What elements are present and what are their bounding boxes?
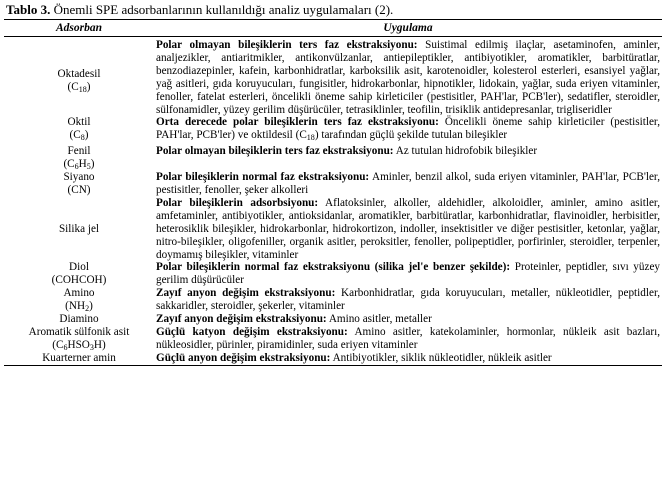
application-desc: Amino asitler, metaller: [328, 313, 432, 326]
adsorbent-formula: $(NH_2)$: [65, 300, 93, 314]
adsorbent-cell: [4, 37, 154, 117]
application-cell: [154, 197, 662, 262]
adsorbent-formula: $(C_8)$: [69, 129, 89, 143]
caption-text: Önemli SPE adsorbanlarının kullanıldığı analiz uygulamaları (2).: [53, 2, 394, 17]
adsorbent-name: Siyano: [63, 171, 95, 184]
application-title: Zayıf anyon değişim ekstraksiyonu:: [156, 313, 327, 326]
adsorbent-name: Amino: [63, 287, 95, 300]
application-desc: Antibiyotikler, siklik nükleotidler, nükleik asitler: [332, 351, 552, 364]
adsorbent-cell: [4, 116, 154, 142]
application-desc: Suistimal edilmiş ilaçlar, asetaminofen, aminler, analjezikler, antiaritmikler, antikonvülzanlar, antiepileptikler, antibiyotikler, aromatikler, barbitüratlar, benzodiazepinler, kafein, karbonhidratlar, karboksilik asit, karotenoidler, kolesterol esterleri, esansiyel yağlar, yağ asitleri, gıda koruyucuları, fungisitler, hidrokarbonlar, hipnotikler, lidokain, yağlar, suda eriyen vitaminler, fenoller, fatelat esterleri, öncelikli öneme sahip kirleticiler (pestisitler, PAH'lar, PCB'ler), sedatifler, steroidler, sülfonamidler, yüzey gerilim düşürücüler, tetrasiklinler, teofilin, trisiklik antidepresanlar, trigliseridler: [156, 39, 660, 116]
adsorbent-formula: $(C_6H_5)$: [63, 158, 95, 172]
table-caption: [6, 2, 393, 18]
application-desc: Öncelikli öneme sahip kirleticiler (pestisitler, PAH'lar, PCB'ler) ve oktildesil $(C_{18})$ tarafından güçlü şekilde tutulan bileşikler: [156, 116, 660, 143]
header-adsorban: Adsorban: [4, 20, 154, 37]
adsorbent-cell: [4, 171, 154, 197]
adsorbent-formula: $(C_6HSO_3H)$: [52, 338, 106, 352]
application-cell: [154, 116, 662, 142]
spe-adsorbent-table: [4, 19, 662, 366]
adsorbent-name: Oktil: [67, 116, 91, 129]
adsorbent-cell: [4, 352, 154, 365]
table-row: [4, 352, 662, 365]
application-cell: [154, 326, 662, 352]
application-cell: [154, 352, 662, 365]
table-row: [4, 261, 662, 287]
adsorbent-name: Fenil: [67, 145, 91, 158]
adsorbent-cell: [4, 197, 154, 262]
table-row: [4, 37, 662, 117]
caption-label: Tablo 3.: [6, 2, 51, 17]
adsorbent-formula: (CN): [67, 183, 91, 196]
application-cell: [154, 37, 662, 117]
adsorbent-cell: [4, 142, 154, 171]
application-cell: [154, 261, 662, 287]
adsorbent-formula: $(C_{18})$: [67, 80, 91, 94]
application-title: Polar olmayan bileşiklerin ters faz ekstraksiyonu:: [156, 145, 394, 158]
table-header-row: [4, 20, 662, 37]
table-row: [4, 171, 662, 197]
application-title: Güçlü katyon değişim ekstraksiyonu:: [156, 325, 348, 338]
adsorbent-formula: (COHCOH): [51, 274, 107, 287]
application-title: Polar bileşiklerin adsorbsiyonu:: [156, 196, 319, 209]
header-uygulama: Uygulama: [154, 20, 662, 37]
adsorbent-name: Kuarterner amin: [42, 351, 116, 364]
table-row: [4, 116, 662, 142]
application-title: Güçlü anyon değişim ekstraksiyonu:: [156, 351, 331, 364]
table-row: [4, 313, 662, 326]
application-desc: Amino asitler, katekolaminler, hormonlar, nükleik asit bazları, nükleosidler, pürinler, piramidinler, suda eriyen vitaminler: [156, 325, 660, 351]
application-desc: Aminler, benzil alkol, suda eriyen vitaminler, PAH'lar, PCB'ler, pestisitler, fenoller, şeker alkolleri: [156, 171, 660, 196]
application-cell: [154, 142, 662, 171]
adsorbent-cell: [4, 326, 154, 352]
table-row: [4, 197, 662, 262]
application-title: Orta derecede polar bileşiklerin ters faz ekstraksiyonu:: [156, 116, 439, 129]
application-title: Zayıf anyon değişim ekstraksiyonu:: [156, 287, 336, 300]
application-desc: Proteinler, peptidler, sıvı yüzey gerilim düşürücüler: [156, 261, 661, 287]
table-row: [4, 326, 662, 352]
adsorbent-name: Aromatik sülfonik asit: [28, 325, 130, 338]
adsorbent-name: Diol: [69, 261, 89, 274]
application-cell: [154, 287, 662, 313]
application-cell: [154, 313, 662, 326]
adsorbent-cell: [4, 287, 154, 313]
application-title: Polar bileşiklerin normal faz ekstraksiyonu (silika jel'e benzer şekilde):: [156, 261, 511, 274]
adsorbent-name: Diamino: [59, 313, 99, 326]
adsorbent-name: Oktadesil: [57, 67, 101, 80]
table-row: [4, 142, 662, 171]
adsorbent-cell: [4, 261, 154, 287]
table-row: [4, 287, 662, 313]
adsorbent-cell: [4, 313, 154, 326]
application-cell: [154, 171, 662, 197]
application-desc: Az tutulan hidrofobik bileşikler: [395, 145, 538, 158]
adsorbent-name: Silika jel: [58, 222, 100, 235]
application-title: Polar olmayan bileşiklerin ters faz ekstraksiyonu:: [156, 39, 418, 51]
application-desc: Aflatoksinler, alkoller, aldehidler, alkoloidler, aminler, amino asitler, amfetaminler, antibiyotikler, antioksidanlar, aromatikler, barbitüratlar, karbonhidratlar, flavinoidler, herbisitler, heterosiklik bileşikler, hidrokarbonlar, hidrokortizon, indoller, insektisitler ve diğer pestisitler, ketonlar, yağlar, nitro-bileşikler, oligofeniller, organik asitler, peroksitler, fenoller, polipeptidler, porfirinler, steroidler, terpenler, doymamış bileşikler, vitaminler: [156, 196, 661, 261]
application-desc: Karbonhidratlar, gıda koruyucuları, metaller, nükleotidler, peptidler, sakkaridler, steroidler, şekerler, vitaminler: [156, 287, 661, 313]
application-title: Polar bileşiklerin normal faz ekstraksiyonu:: [156, 171, 370, 184]
